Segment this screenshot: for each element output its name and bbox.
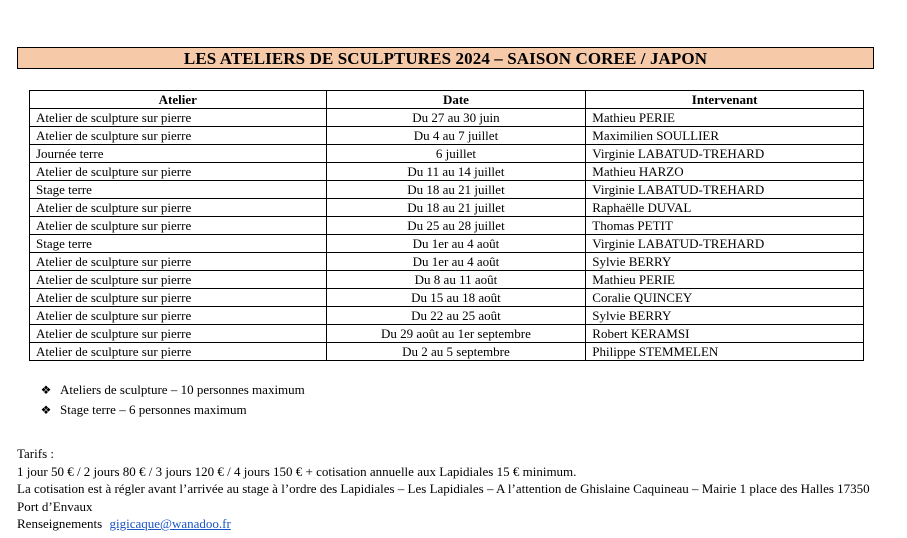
cell-intervenant: Raphaëlle DUVAL: [586, 199, 864, 217]
cell-intervenant: Philippe STEMMELEN: [586, 343, 864, 361]
cell-atelier: Journée terre: [30, 145, 327, 163]
table-row: [30, 163, 864, 181]
cell-atelier: Atelier de sculpture sur pierre: [30, 307, 327, 325]
table-row: [30, 217, 864, 235]
cell-intervenant: Sylvie BERRY: [586, 307, 864, 325]
cell-atelier: Atelier de sculpture sur pierre: [30, 343, 327, 361]
pricing-info: [17, 445, 892, 533]
cell-date: Du 18 au 21 juillet: [326, 199, 586, 217]
cell-date: 6 juillet: [326, 145, 586, 163]
cell-atelier: Atelier de sculpture sur pierre: [30, 271, 327, 289]
cell-atelier: Atelier de sculpture sur pierre: [30, 253, 327, 271]
schedule-table: [29, 90, 864, 361]
header-intervenant: Intervenant: [586, 91, 864, 109]
prices-text: 1 jour 50 € / 2 jours 80 € / 3 jours 120 € / 4 jours 150 € + cotisation annuelle aux Lapidiales 15 € minimum.: [17, 463, 577, 479]
cell-date: Du 2 au 5 septembre: [326, 343, 586, 361]
table-row: [30, 271, 864, 289]
cell-date: Du 27 au 30 juin: [326, 109, 586, 127]
cell-atelier: Atelier de sculpture sur pierre: [30, 289, 327, 307]
renseignements-label: Renseignements: [17, 516, 103, 531]
capacity-notes: [40, 380, 305, 420]
table-row: [30, 145, 864, 163]
cell-date: Du 1er au 4 août: [326, 253, 586, 271]
table-row: [30, 253, 864, 271]
cell-atelier: Stage terre: [30, 235, 327, 253]
diamond-bullet-icon: ❖: [40, 383, 52, 397]
cell-atelier: Atelier de sculpture sur pierre: [30, 199, 327, 217]
cell-date: Du 4 au 7 juillet: [326, 127, 586, 145]
list-item: [40, 380, 305, 400]
cell-atelier: Atelier de sculpture sur pierre: [30, 325, 327, 343]
cell-date: Du 29 août au 1er septembre: [326, 325, 586, 343]
cell-intervenant: Mathieu PERIE: [586, 109, 864, 127]
cell-intervenant: Virginie LABATUD-TREHARD: [586, 145, 864, 163]
cell-intervenant: Mathieu PERIE: [586, 271, 864, 289]
cell-date: Du 25 au 28 juillet: [326, 217, 586, 235]
cell-intervenant: Maximilien SOULLIER: [586, 127, 864, 145]
cell-date: Du 1er au 4 août: [326, 235, 586, 253]
cell-intervenant: Sylvie BERRY: [586, 253, 864, 271]
bullet-text: Stage terre – 6 personnes maximum: [60, 402, 247, 417]
table-row: [30, 181, 864, 199]
cell-atelier: Stage terre: [30, 181, 327, 199]
cell-atelier: Atelier de sculpture sur pierre: [30, 127, 327, 145]
table-row: [30, 343, 864, 361]
header-date: Date: [326, 91, 586, 109]
table-header-row: [30, 91, 864, 109]
header-atelier: Atelier: [30, 91, 327, 109]
cell-intervenant: Coralie QUINCEY: [586, 289, 864, 307]
cell-intervenant: Mathieu HARZO: [586, 163, 864, 181]
cell-intervenant: Robert KERAMSI: [586, 325, 864, 343]
table-row: [30, 109, 864, 127]
cell-atelier: Atelier de sculpture sur pierre: [30, 217, 327, 235]
cotisation-text: La cotisation est à régler avant l’arrivée au stage à l’ordre des Lapidiales – Les Lapidiales – A l’attention de Ghislaine Caquineau – Mairie 1 place des Halles 17350 Port d’Envaux: [17, 481, 870, 514]
table-row: [30, 127, 864, 145]
cell-date: Du 15 au 18 août: [326, 289, 586, 307]
cell-atelier: Atelier de sculpture sur pierre: [30, 109, 327, 127]
cell-date: Du 11 au 14 juillet: [326, 163, 586, 181]
renseignements-line: [17, 515, 892, 533]
diamond-bullet-icon: ❖: [40, 403, 52, 417]
cell-intervenant: Virginie LABATUD-TREHARD: [586, 235, 864, 253]
table-row: [30, 307, 864, 325]
cell-intervenant: Thomas PETIT: [586, 217, 864, 235]
list-item: [40, 400, 305, 420]
table-row: [30, 325, 864, 343]
table-row: [30, 235, 864, 253]
cell-date: Du 8 au 11 août: [326, 271, 586, 289]
bullet-text: Ateliers de sculpture – 10 personnes maximum: [60, 382, 305, 397]
table-row: [30, 199, 864, 217]
cell-intervenant: Virginie LABATUD-TREHARD: [586, 181, 864, 199]
cell-date: Du 22 au 25 août: [326, 307, 586, 325]
table-body: [30, 109, 864, 361]
table-row: [30, 289, 864, 307]
page-title: LES ATELIERS DE SCULPTURES 2024 – SAISON COREE / JAPON: [17, 47, 874, 69]
tarifs-label: Tarifs :: [17, 446, 54, 461]
email-link[interactable]: gigicaque@wanadoo.fr: [109, 516, 231, 531]
cell-date: Du 18 au 21 juillet: [326, 181, 586, 199]
cell-atelier: Atelier de sculpture sur pierre: [30, 163, 327, 181]
